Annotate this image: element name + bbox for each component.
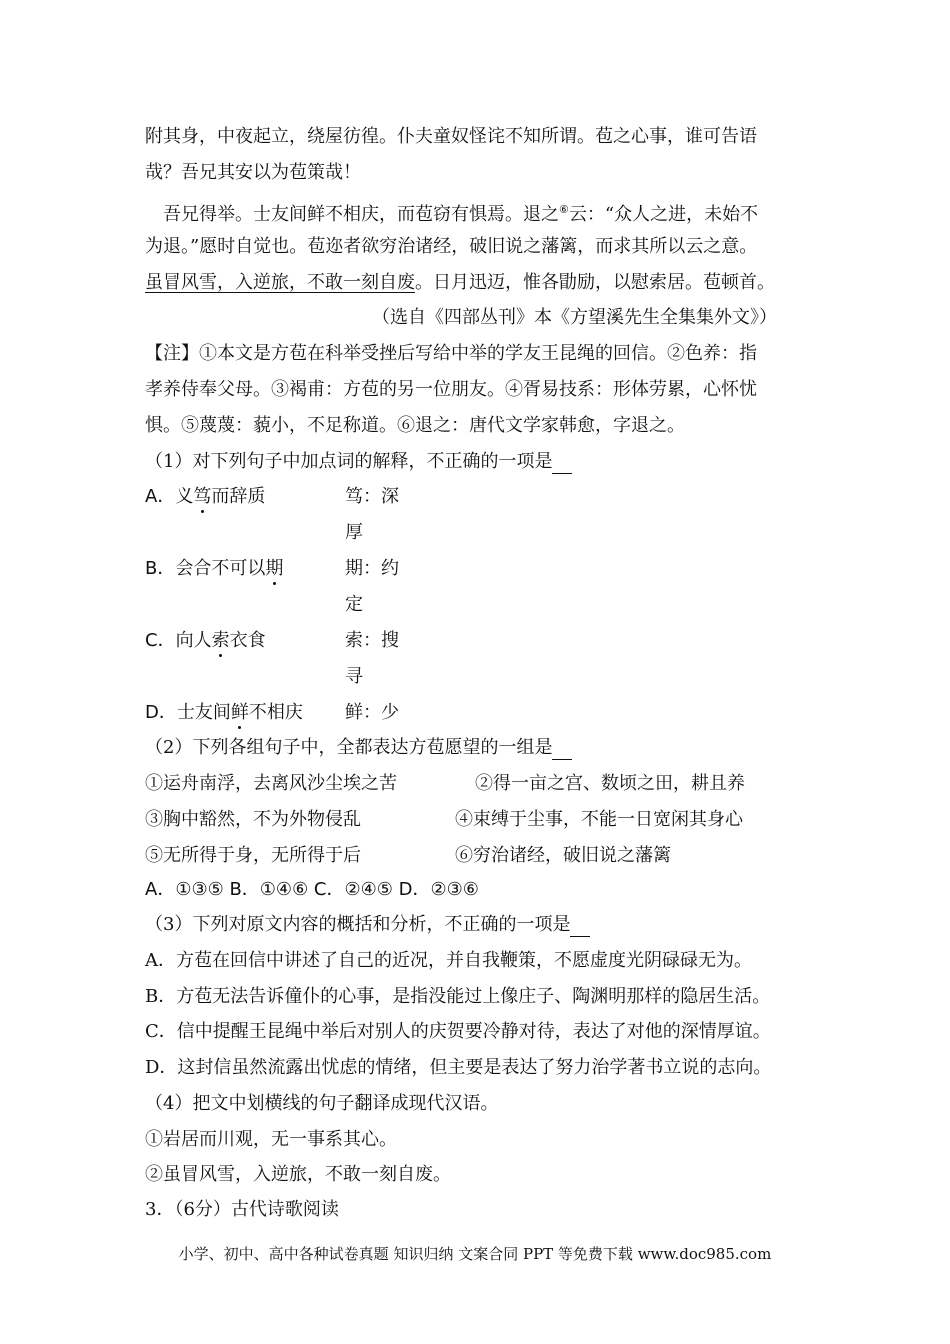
q1-option-a-gloss: 笃：深厚 bbox=[345, 486, 399, 543]
q1-option-b-gloss: 期：约定 bbox=[345, 558, 399, 615]
dotted-word: 笃 bbox=[193, 486, 212, 507]
passage-line bbox=[145, 271, 775, 295]
notes-line: 惧。⑤蔑蔑：藐小，不足称道。⑥退之：唐代文学家韩愈，字退之。 bbox=[145, 415, 685, 436]
passage-text: 。日月迅迈，惟各勖励，以慰索居。苞顿首。 bbox=[415, 272, 775, 293]
question-4-stem: （4）把文中划横线的句子翻译成现代汉语。 bbox=[145, 1093, 499, 1114]
option-text: 不相庆 bbox=[248, 702, 303, 723]
notes-line: 孝养侍奉父母。③褐甫：方苞的另一位朋友。④胥易技系：形体劳累，心怀忧 bbox=[145, 379, 757, 400]
passage-line: 附其身，中夜起立，绕屋彷徨。仆夫童奴怪诧不知所谓。苞之心事，谁可告语 bbox=[145, 126, 757, 147]
answer-blank bbox=[552, 741, 572, 760]
q4-item: ②虽冒风雪，入逆旅，不敢一刻自废。 bbox=[145, 1164, 451, 1185]
q2-item: ①运舟南浮，去离风沙尘埃之苦 bbox=[145, 773, 397, 794]
question-2-stem bbox=[145, 736, 572, 760]
underlined-sentence: 虽冒风雪，入逆旅，不敢一刻自废 bbox=[145, 272, 415, 293]
q1-option-d-gloss: 鲜：少 bbox=[345, 702, 399, 723]
passage-line: 哉？吾兄其安以为苞策哉！ bbox=[145, 162, 361, 183]
q2-item: ④束缚于尘事，不能一日宽闲其身心 bbox=[455, 809, 743, 830]
q1-option-a bbox=[145, 485, 265, 509]
passage-line: 为退。”愿时自觉也。苞迩者欲穷治诸经，破旧说之藩篱，而求其所以云之意。 bbox=[145, 236, 758, 257]
question-text: （2）下列各组句子中，全都表达方苞愿望的一组是 bbox=[145, 737, 553, 758]
option-text: A．义 bbox=[145, 486, 194, 507]
passage-text: 吾兄得举。士友间鲜不相庆，而苞窃有惧焉。退之 bbox=[163, 204, 559, 225]
source-citation: （选自《四部丛刊》本《方望溪先生全集集外文》） bbox=[372, 307, 777, 328]
q2-item: ③胸中豁然，不为外物侵乱 bbox=[145, 809, 361, 830]
q2-answer-options: A．①③⑤ B．①④⑥ C．②④⑤ D．②③⑥ bbox=[145, 879, 479, 900]
passage-line bbox=[163, 198, 758, 227]
answer-blank bbox=[552, 455, 572, 474]
q1-option-c bbox=[145, 629, 266, 653]
q1-option-c-gloss: 索：搜寻 bbox=[345, 630, 399, 687]
page-footer: 小学、初中、高中各种试卷真题 知识归纳 文案合同 PPT 等免费下载 www.doc985.com bbox=[178, 1245, 772, 1263]
question-1-stem bbox=[145, 450, 572, 474]
q3-option: B．方苞无法告诉僮仆的心事，是指没能过上像庄子、陶渊明那样的隐居生活。 bbox=[145, 986, 771, 1007]
option-text: 而辞质 bbox=[211, 486, 266, 507]
dotted-word: 鲜 bbox=[230, 702, 249, 723]
q3-option: D．这封信虽然流露出忧虑的情绪，但主要是表达了努力治学著书立说的志向。 bbox=[145, 1057, 772, 1078]
q1-option-d bbox=[145, 701, 303, 725]
q3-option: C．信中提醒王昆绳中举后对别人的庆贺要冷静对待，表达了对他的深情厚谊。 bbox=[145, 1021, 771, 1042]
question-3-stem bbox=[145, 913, 590, 937]
dotted-word: 期 bbox=[265, 558, 284, 579]
q1-option-b bbox=[145, 557, 283, 581]
q3-option: A．方苞在回信中讲述了自己的近况，并自我鞭策，不愿虚度光阴碌碌无为。 bbox=[145, 950, 752, 971]
q2-item: ②得一亩之宫、数顷之田，耕且养 bbox=[475, 773, 745, 794]
question-text: （3）下列对原文内容的概括和分析，不正确的一项是 bbox=[145, 914, 571, 935]
option-text: D．士友间 bbox=[145, 702, 231, 723]
option-text: 衣食 bbox=[229, 630, 266, 651]
section-3-heading: 3．（6分）古代诗歌阅读 bbox=[145, 1199, 339, 1220]
q2-item: ⑤无所得于身，无所得于后 bbox=[145, 845, 361, 866]
q4-item: ①岩居而川观，无一事系其心。 bbox=[145, 1129, 397, 1150]
option-text: B．会合不可以 bbox=[145, 558, 266, 579]
footnote-marker: ⑥ bbox=[559, 203, 569, 216]
answer-blank bbox=[570, 918, 590, 937]
passage-text: 云：“众人之进，未始不 bbox=[568, 204, 759, 225]
notes-line: 【注】①本文是方苞在科举受挫后写给中举的学友王昆绳的回信。②色养：指 bbox=[145, 343, 757, 364]
question-text: （1）对下列句子中加点词的解释，不正确的一项是 bbox=[145, 451, 553, 472]
q2-item: ⑥穷治诸经，破旧说之藩篱 bbox=[455, 845, 671, 866]
option-text: C．向人 bbox=[145, 630, 212, 651]
dotted-word: 索 bbox=[211, 630, 230, 651]
